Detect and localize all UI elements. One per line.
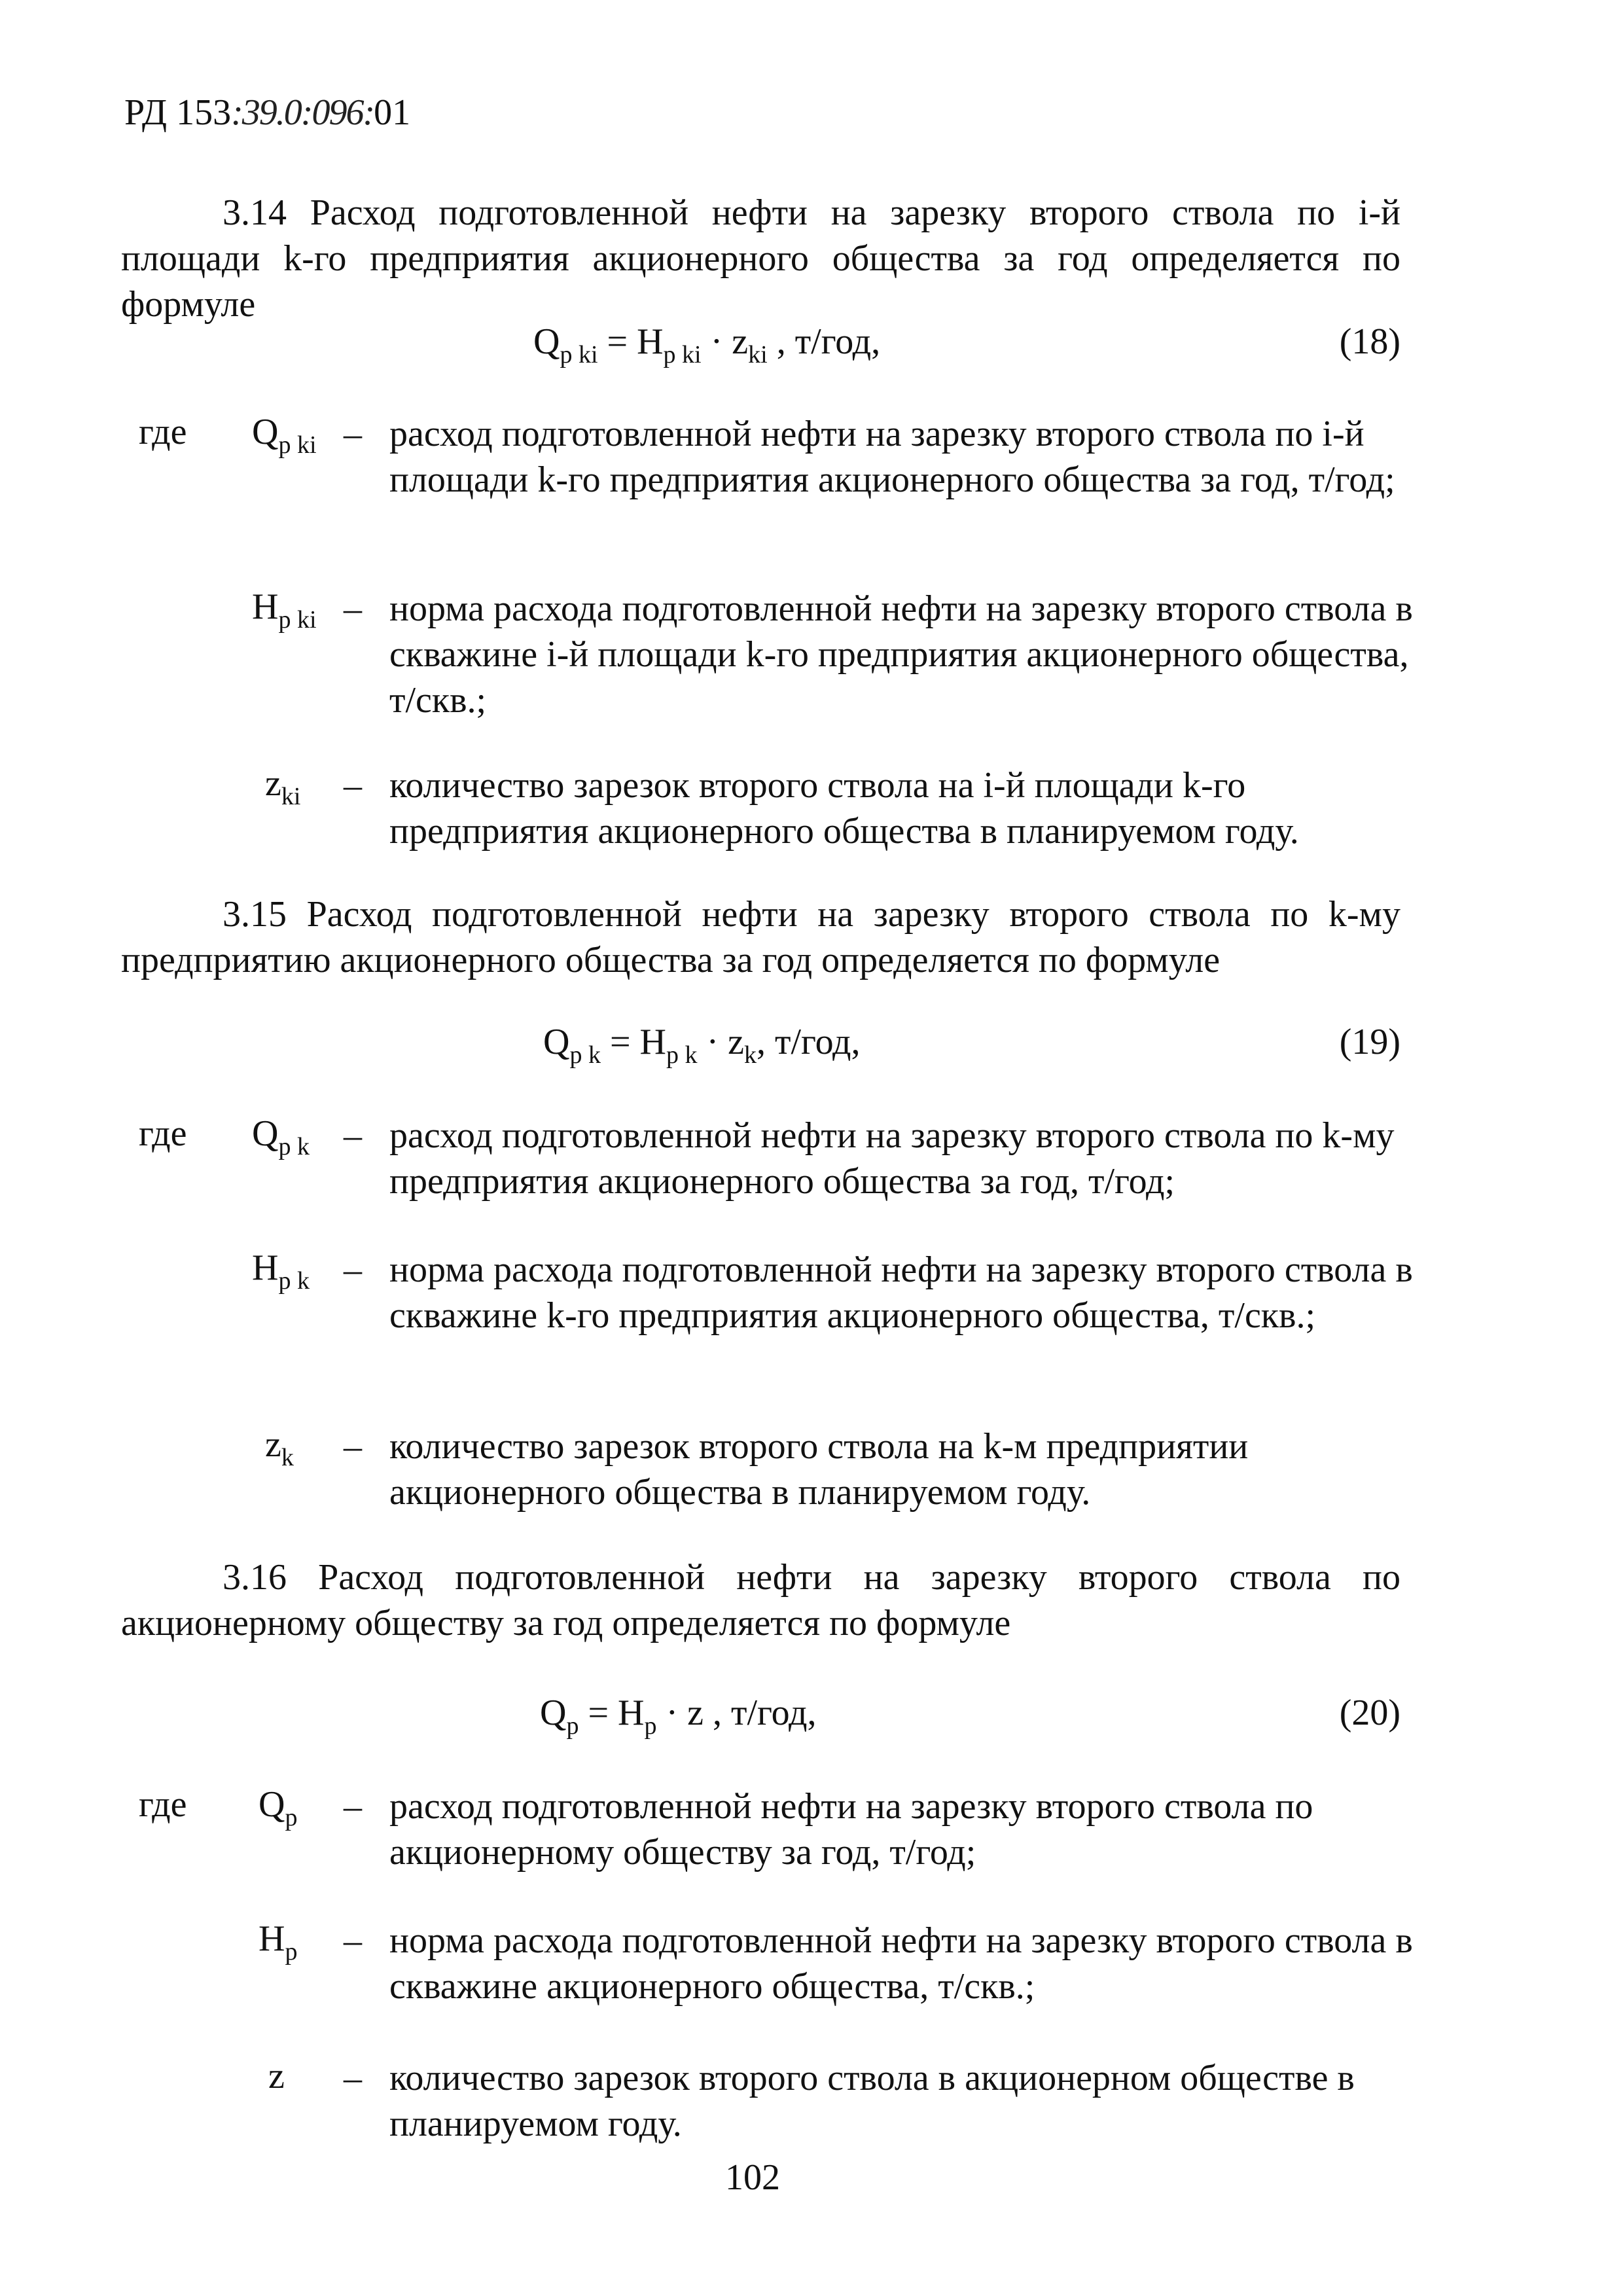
equation-number-18: (18) [1339,321,1400,362]
definition-symbol: $Q_{p ki}$ [252,412,317,459]
definition-text: – расход подготовленной нефти на зарезку второго ствола по i-й площади k-го предприятия акционерного общества за год, т/год; [344,414,1395,500]
definition-text: – норма расхода подготовленной нефти на зарезку второго ствола в скважине k-го предприятия акционерного общества, т/скв.; [344,1249,1413,1336]
formula-19: $Q_{p k} = H_{p k} \cdot z_k$, т/год, [543,1022,861,1069]
equation-number-19: (19) [1339,1022,1400,1062]
where-label: где [139,412,187,452]
definition-symbol: z [268,2056,285,2096]
definition-symbol: $H_p$ [259,1918,298,1965]
definition-text: – расход подготовленной нефти на зарезку второго ствола по акционерному обществу за год, т/год; [344,1786,1313,1873]
where-label: где [139,1113,187,1154]
definition-symbol: $H_{p ki}$ [252,586,317,634]
definition-symbol: $z_k$ [265,1424,294,1471]
definition-text: – количество зарезок второго ствола в акционерном обществе в планируемом году. [344,2058,1355,2144]
handwritten-code: :39.0:096: [231,92,374,133]
definition-text: – норма расхода подготовленной нефти на зарезку второго ствола в скважине акционерного общества, т/скв.; [344,1920,1413,2007]
paragraph-3-16: 3.16 Расход подготовленной нефти на зарезку второго ствола по акционерному обществу за год определяется по формуле [121,1557,1400,1643]
document-code: РД 153:39.0:096:01 [124,92,411,133]
definition-text: – количество зарезок второго ствола на i-й площади k-го предприятия акционерного общества в планируемом году. [344,765,1299,852]
paragraph-3-14: 3.14 Расход подготовленной нефти на зарезку второго ствола по i-й площади k-го предприятия акционерного общества за год определяется по формуле [121,192,1400,325]
definition-symbol: $Q_{p k}$ [252,1113,310,1160]
paragraph-3-15: 3.15 Расход подготовленной нефти на зарезку второго ствола по k-му предприятию акционерного общества за год определяется по формуле [121,894,1400,980]
definition-text: – расход подготовленной нефти на зарезку второго ствола по k-му предприятия акционерного общества за год, т/год; [344,1115,1395,1202]
definition-text: – количество зарезок второго ствола на k-м предприятии акционерного общества в планируемом году. [344,1426,1249,1513]
page-number: 102 [725,2157,780,2198]
definition-symbol: $H_{p k}$ [252,1247,310,1295]
where-label: где [139,1784,187,1825]
definition-text: – норма расхода подготовленной нефти на зарезку второго ствола в скважине i-й площади k-го предприятия акционерного общества, т/скв.; [344,588,1413,721]
definition-symbol: $Q_p$ [259,1784,298,1831]
formula-20: $Q_p = H_p \cdot z$ , т/год, [540,1693,817,1740]
definition-symbol: $z_{ki}$ [265,763,301,810]
equation-number-20: (20) [1339,1693,1400,1733]
formula-18: $Q_{p ki} = H_{p ki} \cdot z_{ki}$ , т/год, [533,321,881,368]
